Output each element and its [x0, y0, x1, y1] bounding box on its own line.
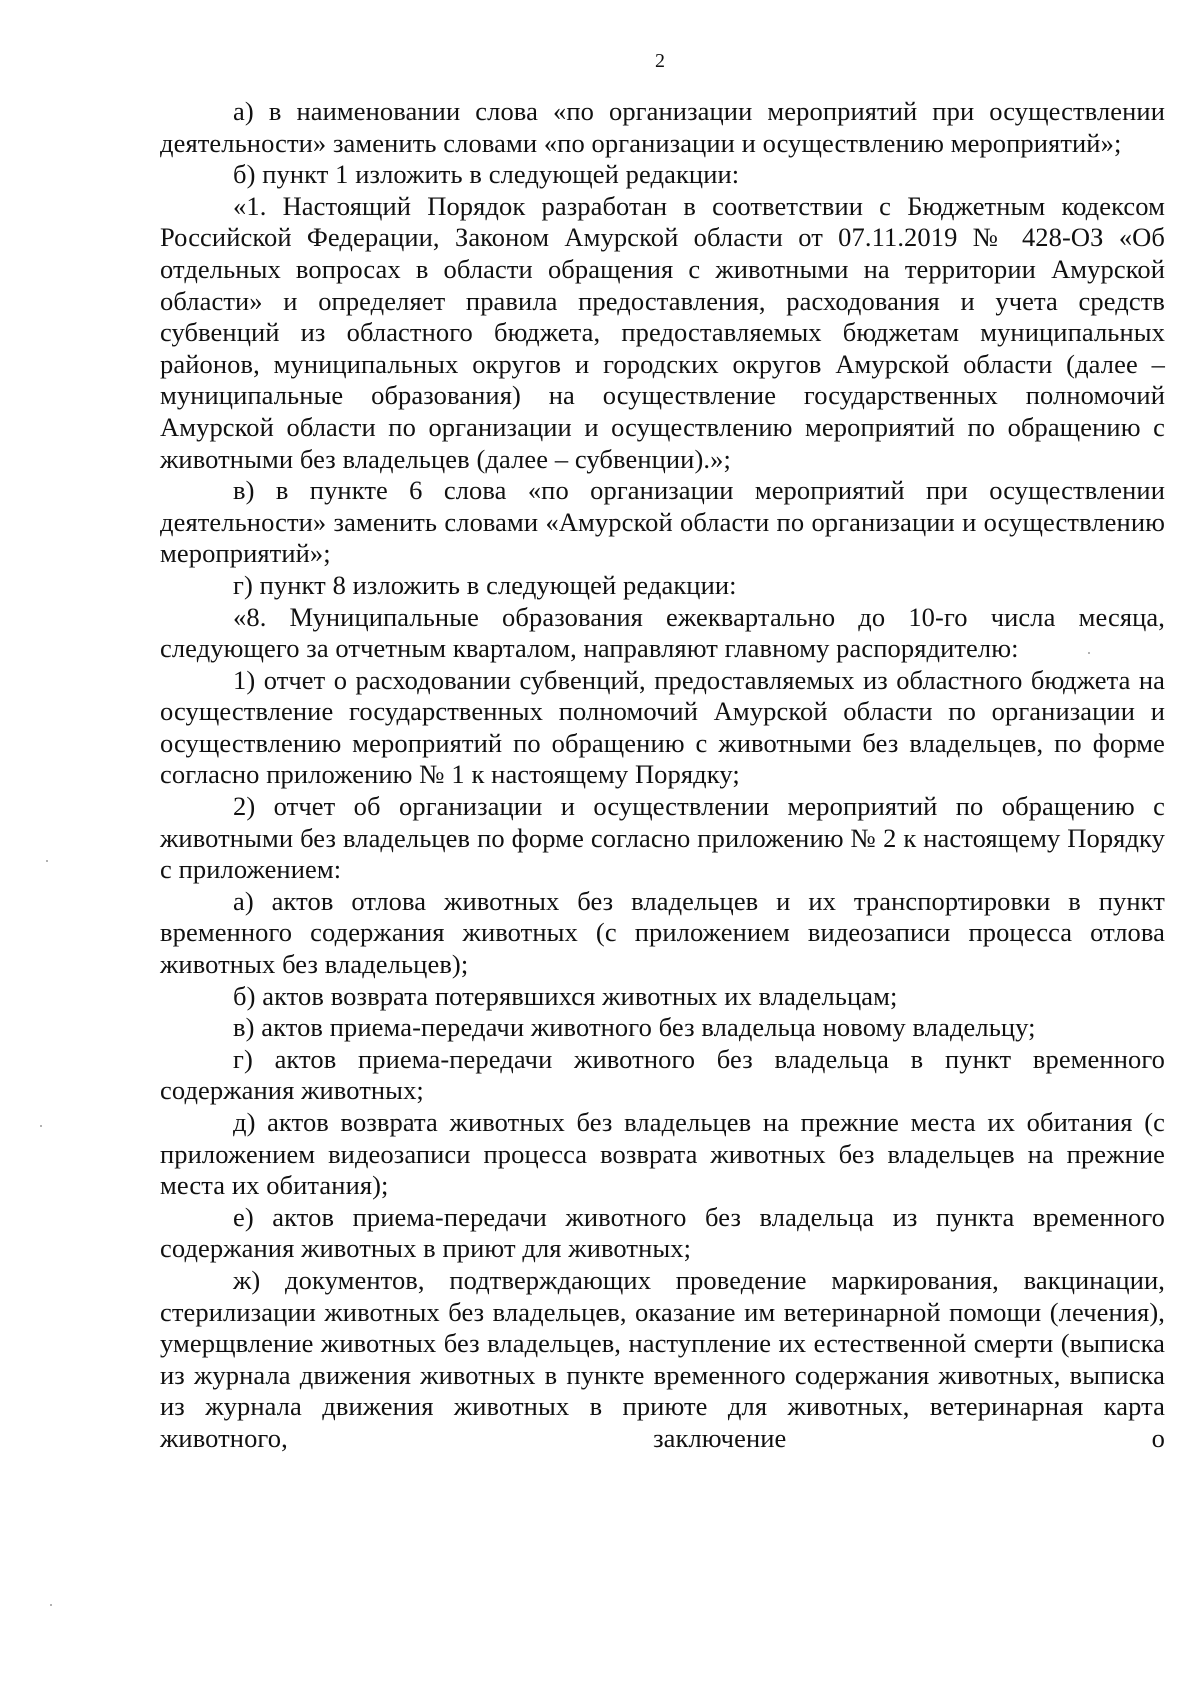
paragraph-point-1: «1. Настоящий Порядок разработан в соответствии с Бюджетным кодексом Российской Федерации, Законом Амурской области от 07.11.2019 № 428-ОЗ «Об отдельных вопросах в области обращения с животными на территории Амурской области» и определяет правила предоставления, расходования и учета средств субвенций из областного бюджета, предоставляемых бюджетам муниципальных районов, муниципальных округов и городских округов Амурской области (далее – муниципальные образования) на осуществление государственных полномочий Амурской области по организации и осуществлению мероприятий по обращению с животными без владельцев (далее – субвенции).»; [160, 190, 1165, 474]
page-number: 2 [655, 50, 665, 72]
paragraph-point-8: «8. Муниципальные образования ежеквартально до 10-го числа месяца, следующего за отчетным кварталом, направляют главному распорядителю: [160, 601, 1165, 664]
list-item-zh: ж) документов, подтверждающих проведение маркирования, вакцинации, стерилизации животных без владельцев, оказание им ветеринарной помощи (лечения), умерщвление животных без владельцев, наступление их естественной смерти (выписка из журнала движения животных в пункте временного содержания животных, выписка из журнала движения животных в приюте для животных, ветеринарная карта животного, заключение о [160, 1264, 1165, 1453]
scan-speck [40, 1125, 42, 1127]
list-item-d: д) актов возврата животных без владельцев на прежние места их обитания (с приложением видеозаписи процесса возврата животных без владельцев на прежние места их обитания); [160, 1107, 1165, 1201]
paragraph-report-2: 2) отчет об организации и осуществлении мероприятий по обращению с животными без владельцев по форме согласно приложению № 2 к настоящему Порядку с приложением: [160, 791, 1165, 885]
scan-speck [46, 860, 48, 862]
list-item-g: г) актов приема-передачи животного без владельца в пункт временного содержания животных; [160, 1043, 1165, 1106]
paragraph-v-point-6: в) в пункте 6 слова «по организации мероприятий при осуществлении деятельности» заменить словами «Амурской области по организации и осуществлению мероприятий»; [160, 475, 1165, 569]
paragraph-report-1: 1) отчет о расходовании субвенций, предоставляемых из областного бюджета на осуществление государственных полномочий Амурской области по организации и осуществлению мероприятий по обращению с животными без владельцев, по форме согласно приложению № 1 к настоящему Порядку; [160, 664, 1165, 790]
paragraph-a-rename: а) в наименовании слова «по организации мероприятий при осуществлении деятельности» заменить словами «по организации и осуществлению мероприятий»; [160, 96, 1165, 158]
document-body [160, 96, 1165, 1455]
paragraph-b-intro: б) пункт 1 изложить в следующей редакции: [233, 159, 740, 190]
scan-speck [50, 1604, 52, 1606]
list-item-e: е) актов приема-передачи животного без владельца из пункта временного содержания животных в приют для животных; [160, 1201, 1165, 1264]
scan-speck [1088, 652, 1090, 654]
list-item-a: а) актов отлова животных без владельцев и их транспортировки в пункт временного содержания животных (с приложением видеозаписи процесса отлова животных без владельцев); [160, 885, 1165, 980]
list-item-v: в) актов приема-передачи животного без владельца новому владельцу; [233, 1012, 1036, 1043]
paragraph-g-intro: г) пункт 8 изложить в следующей редакции: [233, 569, 737, 600]
list-item-b: б) актов возврата потерявшихся животных их владельцам; [233, 980, 898, 1011]
